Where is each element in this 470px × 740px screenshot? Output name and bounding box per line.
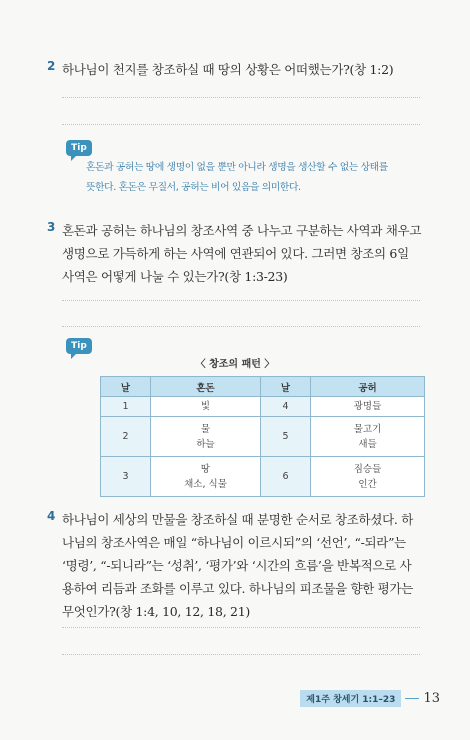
answer-line[interactable] — [62, 627, 420, 628]
table-cell — [311, 457, 425, 497]
column-header: 공허 — [311, 377, 425, 397]
question-text: 하나님이 천지를 창조하실 때 땅의 상황은 어떠했는가?(창 1:2) — [62, 62, 394, 77]
tip-badge: Tip — [66, 140, 92, 156]
answer-line[interactable] — [62, 326, 420, 327]
table-cell — [151, 457, 261, 497]
table-title: 〈 창조의 패턴 〉 — [195, 359, 275, 370]
table-cell: 4 — [261, 397, 311, 417]
question-2 — [47, 58, 427, 81]
table-header-row — [101, 377, 425, 397]
question-text — [62, 219, 427, 288]
question-line: ‘명령’, “-되니라”는 ‘성취’, ‘평가’와 ‘시간의 흐름’을 반복적으로 사 — [62, 558, 412, 573]
table-cell: 6 — [261, 457, 311, 497]
column-header: 날 — [101, 377, 151, 397]
tip-line: 혼돈과 공허는 땅에 생명이 없을 뿐만 아니라 생명을 생산할 수 없는 상태를 — [86, 162, 388, 173]
question-line: 사역은 어떻게 나눌 수 있는가?(창 1:3-23) — [62, 269, 288, 284]
question-line: 혼돈과 공허는 하나님의 창조사역 중 나누고 구분하는 사역과 채우고 — [62, 223, 422, 238]
question-number: 3 — [47, 220, 56, 234]
table-cell: 5 — [261, 417, 311, 457]
table-cell — [151, 417, 261, 457]
table-cell: 3 — [101, 457, 151, 497]
table-cell — [311, 397, 425, 417]
answer-line[interactable] — [62, 300, 420, 301]
column-header: 날 — [261, 377, 311, 397]
table-cell: 2 — [101, 417, 151, 457]
answer-line[interactable] — [62, 97, 420, 98]
page-number: 13 — [423, 691, 440, 706]
question-3 — [47, 219, 427, 288]
table-cell: 1 — [101, 397, 151, 417]
cell-line: 땅 — [200, 463, 211, 475]
chapter-label: 제1주 창세기 1:1–23 — [300, 690, 401, 707]
question-line: 용하여 리듬과 조화를 이루고 있다. 하나님의 피조물을 향한 평가는 — [62, 581, 413, 596]
cell-line: 광명들 — [353, 401, 382, 412]
tip-text — [86, 158, 426, 198]
cell-line: 물고기 — [353, 423, 382, 435]
page-footer — [300, 690, 440, 707]
cell-line: 짐승들 — [353, 463, 382, 475]
table-cell — [311, 417, 425, 457]
answer-line[interactable] — [62, 654, 420, 655]
question-line: 하나님이 세상의 만물을 창조하실 때 분명한 순서로 창조하셨다. 하 — [62, 512, 413, 527]
column-header: 혼돈 — [151, 377, 261, 397]
cell-line: 물 — [200, 423, 211, 435]
table-row — [101, 397, 425, 417]
question-4 — [47, 508, 427, 623]
question-line: 무엇인가?(창 1:4, 10, 12, 18, 21) — [62, 604, 250, 619]
question-line: 생명으로 가득하게 하는 사역에 연관되어 있다. 그러면 창조의 6일 — [62, 246, 409, 261]
footer-divider — [405, 698, 419, 699]
table-cell — [151, 397, 261, 417]
question-text — [62, 508, 427, 623]
creation-pattern-table — [100, 376, 425, 497]
cell-line: 새들 — [358, 438, 377, 450]
cell-line: 인간 — [358, 478, 377, 490]
table-row — [101, 457, 425, 497]
tip-line: 뜻한다. 혼돈은 무질서, 공허는 비어 있음을 의미한다. — [86, 182, 301, 193]
cell-line: 하늘 — [196, 438, 215, 450]
question-line: 나님의 창조사역은 매일 “하나님이 이르시되”의 ‘선언’, “-되라”는 — [62, 535, 406, 550]
cell-line: 빛 — [200, 401, 211, 412]
question-number: 4 — [47, 509, 56, 523]
cell-line: 채소, 식물 — [184, 478, 227, 490]
tip-badge: Tip — [66, 338, 92, 354]
table-row — [101, 417, 425, 457]
question-number: 2 — [47, 59, 56, 73]
answer-line[interactable] — [62, 124, 420, 125]
